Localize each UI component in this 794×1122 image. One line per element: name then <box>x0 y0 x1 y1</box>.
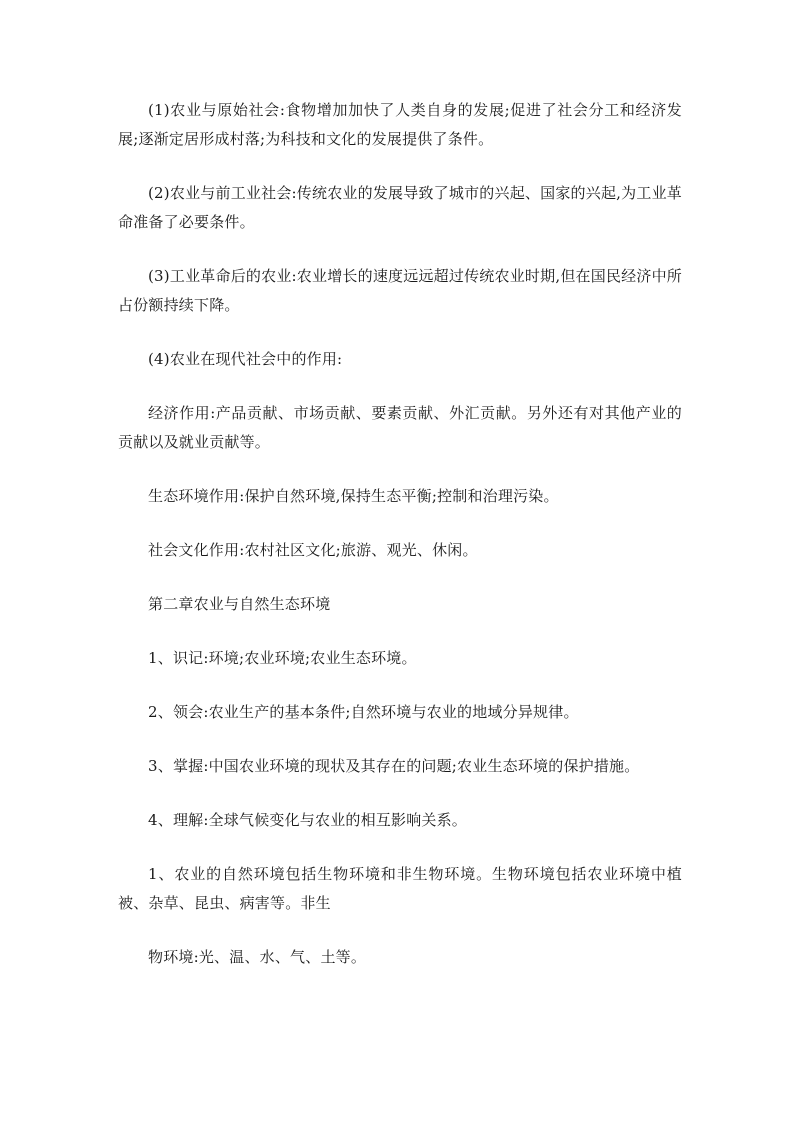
paragraph-comprehend: 2、领会:农业生产的基本条件;自然环境与农业的地域分异规律。 <box>148 703 579 721</box>
paragraph-cultural-role: 社会文化作用:农村社区文化;旅游、观光、休闲。 <box>148 541 478 559</box>
paragraph-master: 3、掌握:中国农业环境的现状及其存在的问题;农业生态环境的保护措施。 <box>148 757 640 775</box>
paragraph-pre-industrial-society: (2)农业与前工业社会:传统农业的发展导致了城市的兴起、国家的兴起,为工业革命准备了必要条件。 <box>118 184 682 231</box>
paragraph-natural-environment: 1、农业的自然环境包括生物环境和非生物环境。生物环境包括农业环境中植被、杂草、昆虫、病害等。非生 <box>118 865 682 912</box>
paragraph-understand: 4、理解:全球气候变化与农业的相互影响关系。 <box>148 811 467 829</box>
paragraph-memorize: 1、识记:环境;农业环境;农业生态环境。 <box>148 649 417 667</box>
chapter-heading: 第二章农业与自然生态环境 <box>148 595 331 613</box>
paragraph-modern-role-heading: (4)农业在现代社会中的作用: <box>148 350 343 368</box>
paragraph-ecological-role: 生态环境作用:保护自然环境,保持生态平衡;控制和治理污染。 <box>148 487 559 505</box>
paragraph-primitive-society: (1)农业与原始社会:食物增加加快了人类自身的发展;促进了社会分工和经济发展;逐渐定居形成村落;为科技和文化的发展提供了条件。 <box>118 101 682 148</box>
document-page <box>118 96 682 997</box>
paragraph-post-industrial-agriculture: (3)工业革命后的农业:农业增长的速度远远超过传统农业时期,但在国民经济中所占份额持续下降。 <box>118 267 682 314</box>
paragraph-economic-role: 经济作用:产品贡献、市场贡献、要素贡献、外汇贡献。另外还有对其他产业的贡献以及就业贡献等。 <box>118 404 682 451</box>
paragraph-abiotic-environment: 物环境:光、温、水、气、土等。 <box>148 948 367 966</box>
